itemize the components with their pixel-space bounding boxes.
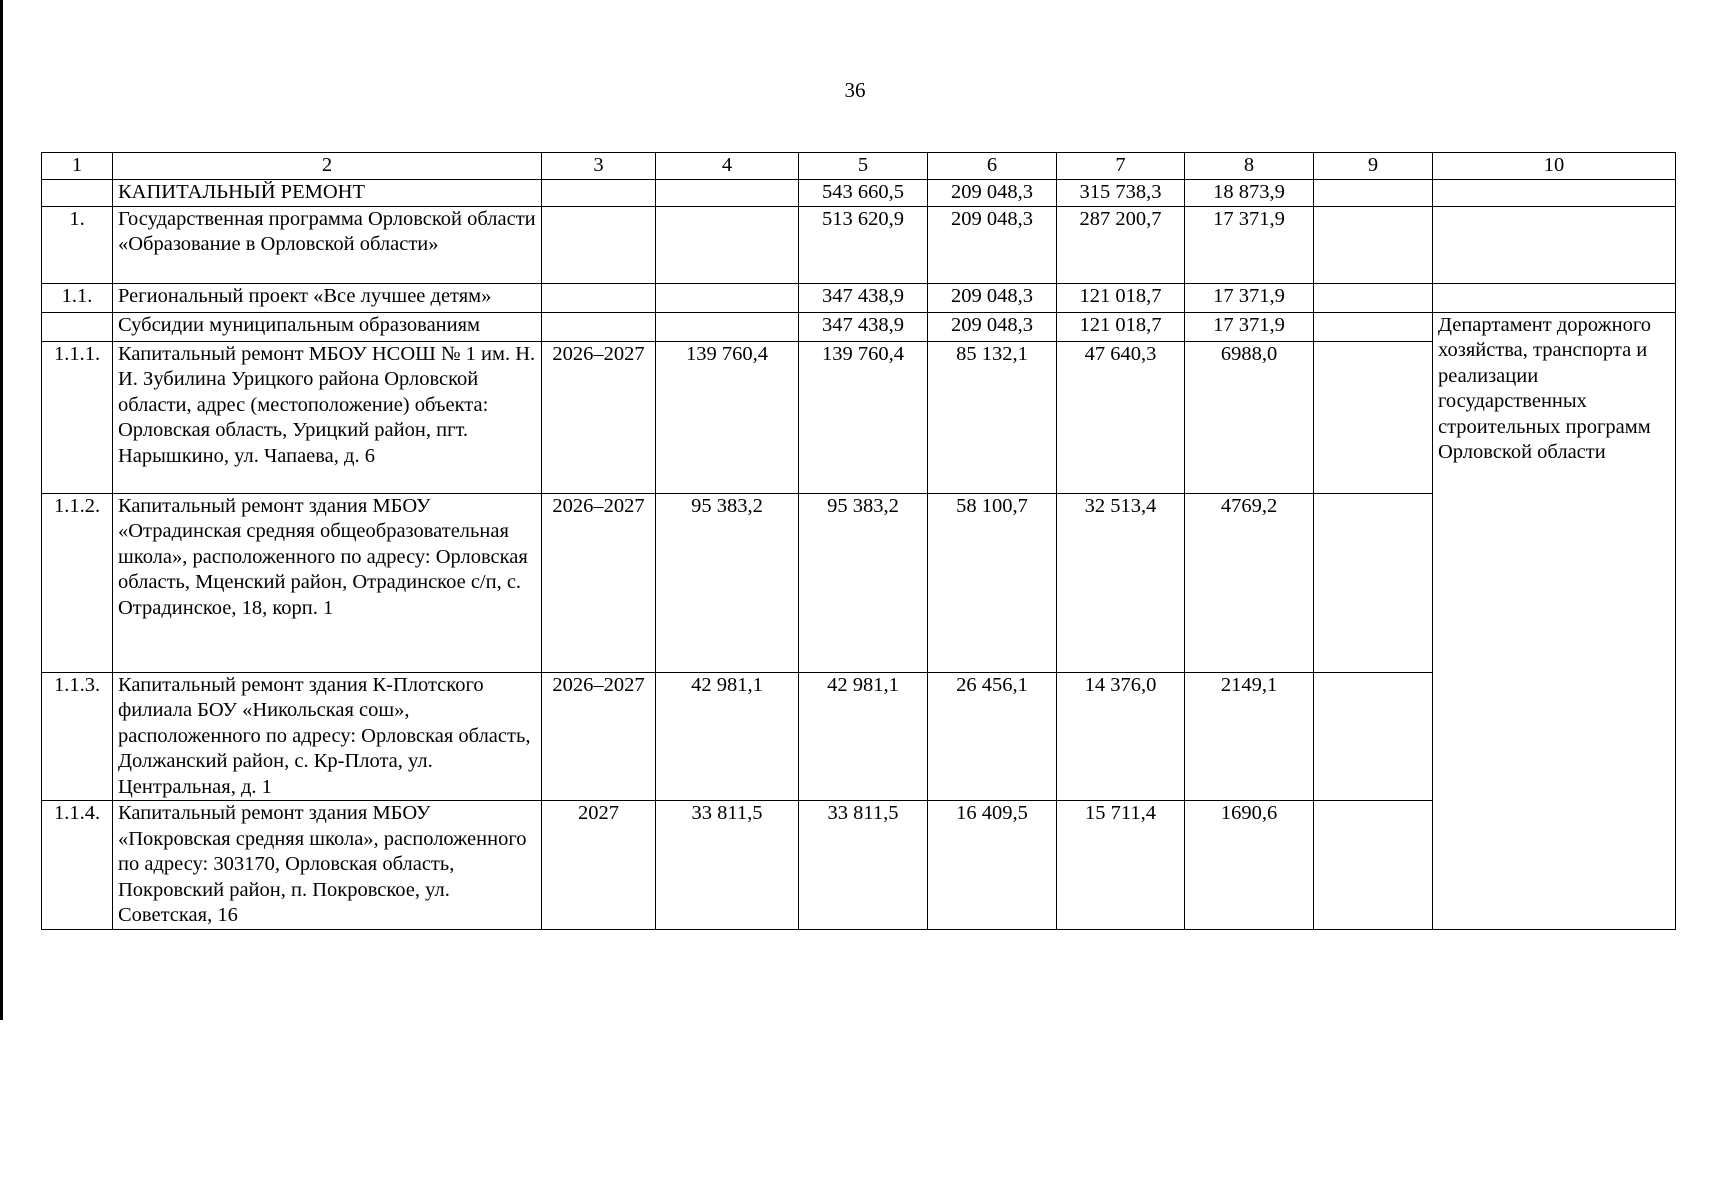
table-row-total [42,180,1676,207]
row-years: 2026–2027 [542,493,656,672]
row-municipal: 4769,2 [1185,493,1314,672]
row-municipal: 1690,6 [1185,801,1314,930]
row-years: 2026–2027 [542,672,656,801]
col-header: 10 [1433,153,1676,180]
row-col9 [1314,206,1433,283]
row-cost: 42 981,1 [656,672,799,801]
col-header: 7 [1057,153,1185,180]
row-federal: 209 048,3 [928,180,1057,207]
row-cost [656,206,799,283]
col-header: 5 [799,153,928,180]
table-row-item [42,672,1676,801]
row-cost: 95 383,2 [656,493,799,672]
row-name: Капитальный ремонт МБОУ НСОШ № 1 им. Н. И. Зубилина Урицкого района Орловской области, адрес (местоположение) объекта: Орловская область, Урицкий район, пгт. Нарышкино, ул. Чапаева, д. 6 [113,341,542,493]
row-col9 [1314,801,1433,930]
row-name: КАПИТАЛЬНЫЙ РЕМОНТ [113,180,542,207]
row-regional: 287 200,7 [1057,206,1185,283]
row-municipal: 17 371,9 [1185,283,1314,312]
row-total: 139 760,4 [799,341,928,493]
row-name: Региональный проект «Все лучшее детям» [113,283,542,312]
row-name: Капитальный ремонт здания МБОУ «Покровская средняя школа», расположенного по адресу: 303170, Орловская область, Покровский район, п. Покровское, ул. Советская, 16 [113,801,542,930]
row-years: 2027 [542,801,656,930]
table-row-program [42,206,1676,283]
col-header: 6 [928,153,1057,180]
row-municipal: 6988,0 [1185,341,1314,493]
page-number: 36 [844,78,866,102]
row-municipal: 2149,1 [1185,672,1314,801]
row-total: 95 383,2 [799,493,928,672]
row-cost: 139 760,4 [656,341,799,493]
row-cost [656,180,799,207]
row-federal: 85 132,1 [928,341,1057,493]
row-name: Капитальный ремонт здания К-Плотского филиала БОУ «Никольская сош», расположенного по адресу: Орловская область, Должанский район, с. Кр-Плота, ул. Центральная, д. 1 [113,672,542,801]
row-regional: 121 018,7 [1057,283,1185,312]
row-col9 [1314,283,1433,312]
row-years [542,312,656,341]
row-total: 33 811,5 [799,801,928,930]
row-total: 42 981,1 [799,672,928,801]
row-number: 1.1.1. [42,341,113,493]
row-number [42,312,113,341]
row-number [42,180,113,207]
row-federal: 58 100,7 [928,493,1057,672]
row-col10 [1433,283,1676,312]
row-number: 1.1. [42,283,113,312]
row-regional: 14 376,0 [1057,672,1185,801]
col-header: 4 [656,153,799,180]
row-regional: 315 738,3 [1057,180,1185,207]
table-row-subsidies [42,312,1676,341]
row-years: 2026–2027 [542,341,656,493]
col-header: 9 [1314,153,1433,180]
row-federal: 209 048,3 [928,283,1057,312]
col-header: 1 [42,153,113,180]
row-name: Государственная программа Орловской области «Образование в Орловской области» [113,206,542,283]
responsible-department: Департамент дорожного хозяйства, транспорта и реализации государственных строительных программ Орловской области [1433,312,1676,929]
row-years [542,206,656,283]
row-regional: 47 640,3 [1057,341,1185,493]
row-federal: 16 409,5 [928,801,1057,930]
table-row-project [42,283,1676,312]
row-regional: 32 513,4 [1057,493,1185,672]
capital-repair-table [41,152,1676,930]
table-row-item [42,493,1676,672]
row-col9 [1314,672,1433,801]
row-number: 1.1.3. [42,672,113,801]
col-header: 2 [113,153,542,180]
page-left-border [0,0,3,1020]
col-header: 8 [1185,153,1314,180]
row-number: 1.1.4. [42,801,113,930]
row-federal: 209 048,3 [928,206,1057,283]
column-number-row [42,153,1676,180]
row-regional: 121 018,7 [1057,312,1185,341]
row-total: 543 660,5 [799,180,928,207]
row-federal: 209 048,3 [928,312,1057,341]
row-federal: 26 456,1 [928,672,1057,801]
col-header: 3 [542,153,656,180]
row-cost [656,283,799,312]
row-name: Капитальный ремонт здания МБОУ «Отрадинская средняя общеобразовательная школа», расположенного по адресу: Орловская область, Мценский район, Отрадинское с/п, с. Отрадинское, 18, корп. 1 [113,493,542,672]
row-cost [656,312,799,341]
row-col9 [1314,312,1433,341]
row-cost: 33 811,5 [656,801,799,930]
row-total: 347 438,9 [799,283,928,312]
row-col9 [1314,493,1433,672]
row-col10 [1433,180,1676,207]
row-number: 1. [42,206,113,283]
table-row-item [42,341,1676,493]
row-total: 513 620,9 [799,206,928,283]
row-municipal: 17 371,9 [1185,206,1314,283]
row-municipal: 17 371,9 [1185,312,1314,341]
row-regional: 15 711,4 [1057,801,1185,930]
row-col9 [1314,180,1433,207]
row-years [542,283,656,312]
row-col9 [1314,341,1433,493]
row-name: Субсидии муниципальным образованиям [113,312,542,341]
row-municipal: 18 873,9 [1185,180,1314,207]
row-total: 347 438,9 [799,312,928,341]
row-col10 [1433,206,1676,283]
table-row-item [42,801,1676,930]
row-number: 1.1.2. [42,493,113,672]
row-years [542,180,656,207]
